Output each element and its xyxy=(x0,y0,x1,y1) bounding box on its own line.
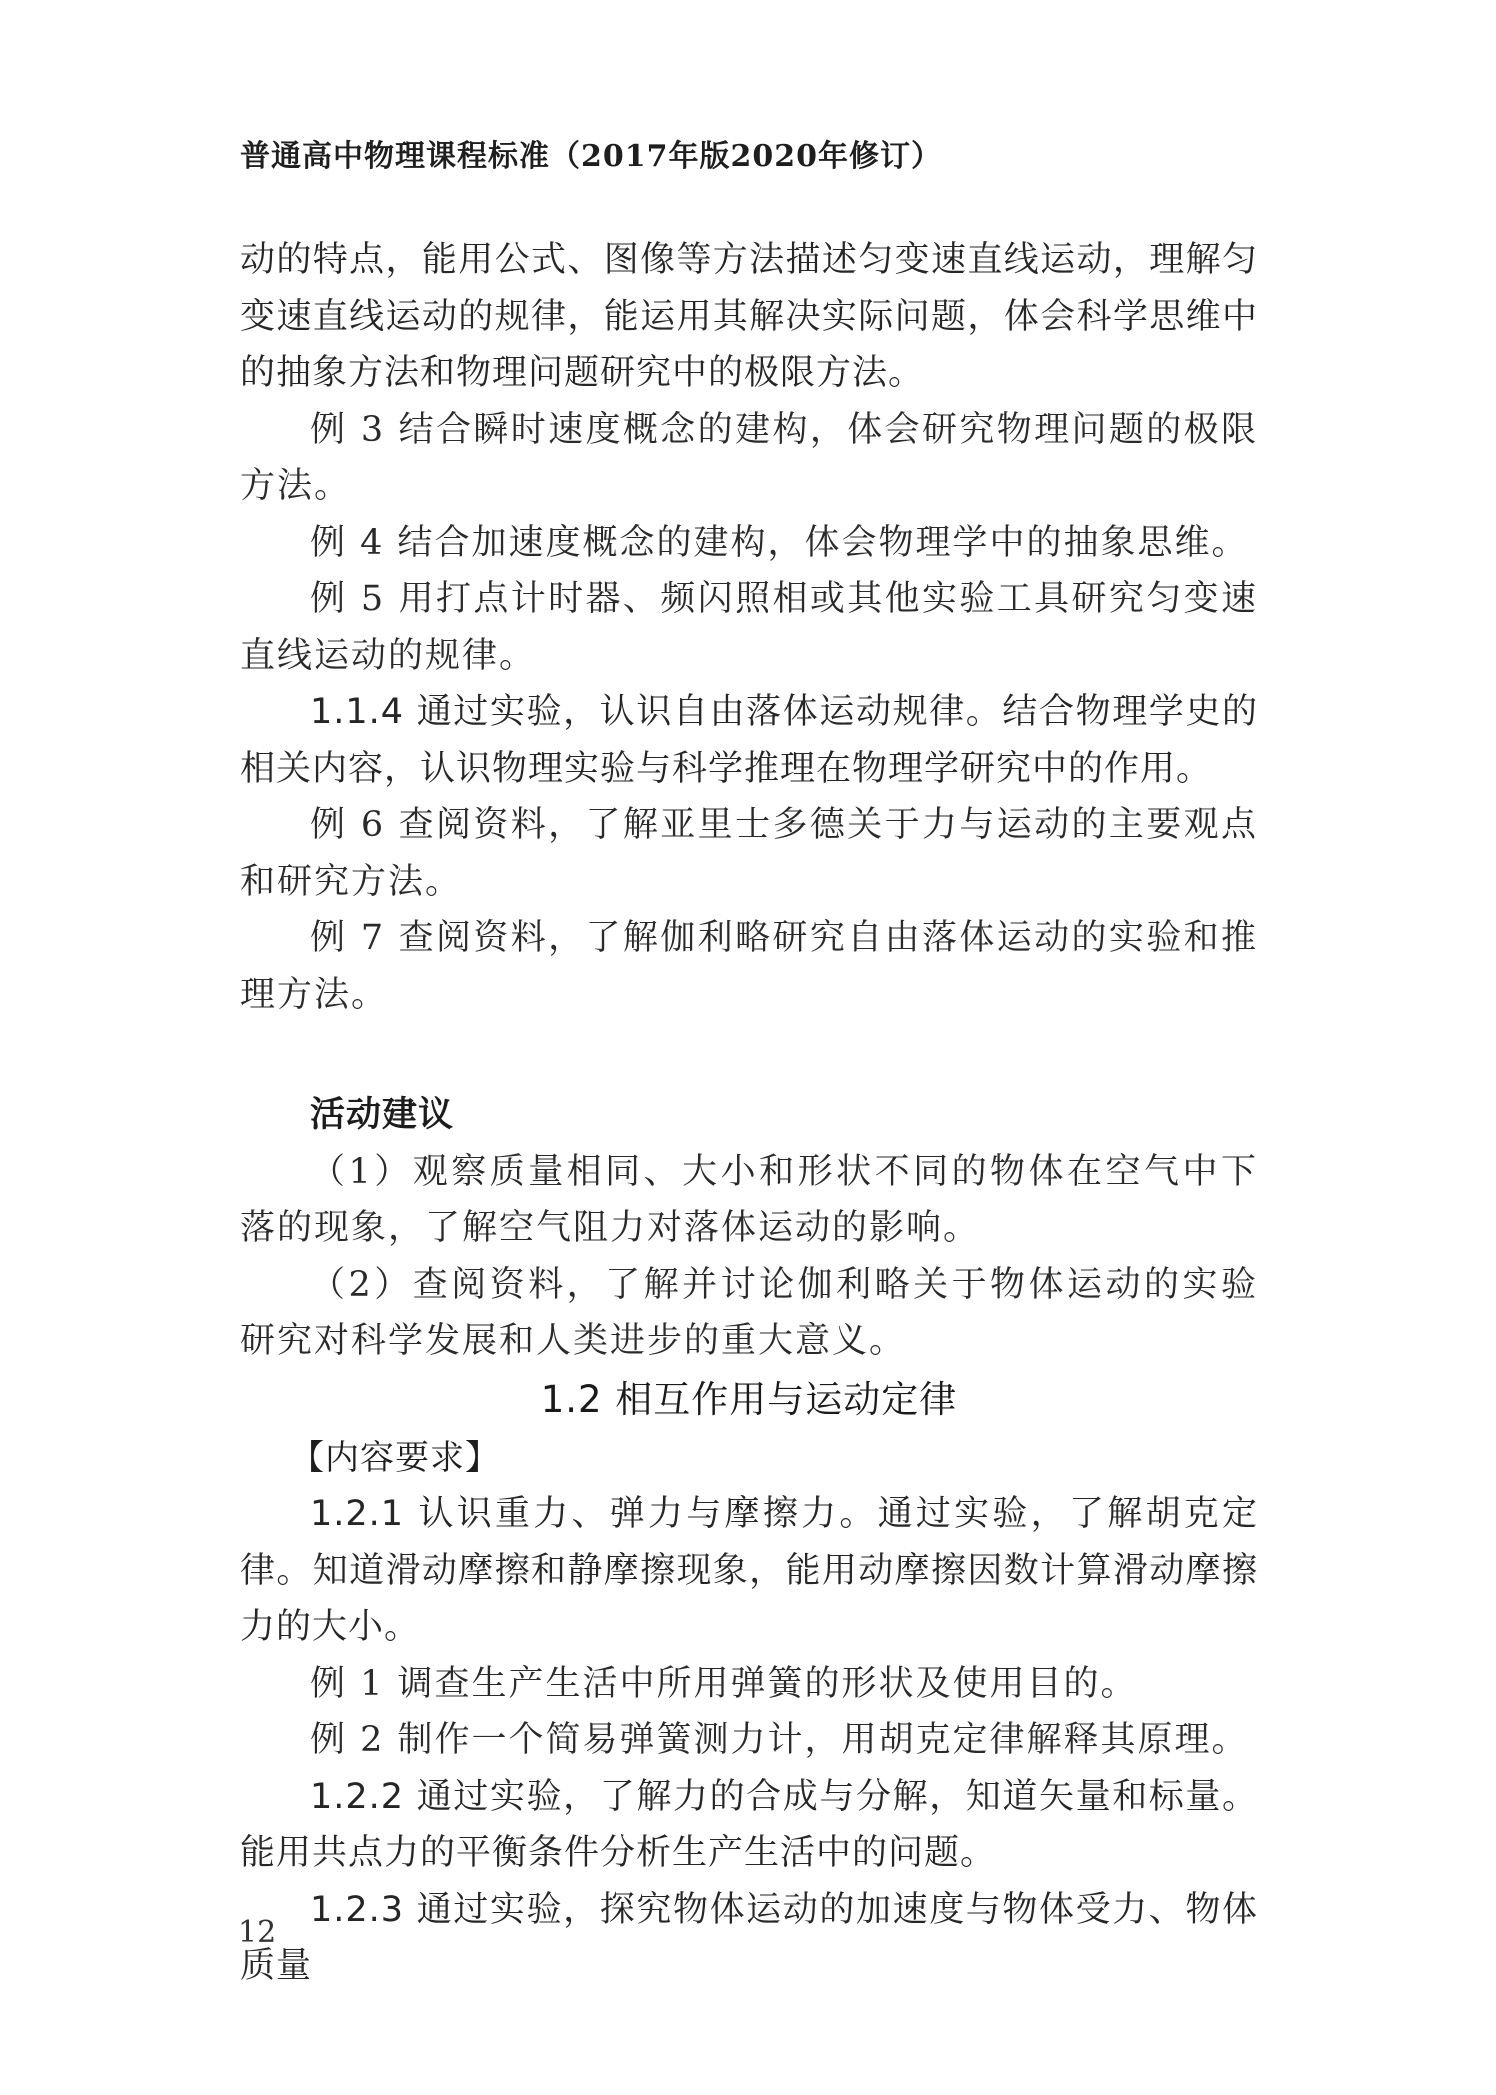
example-2: 例 2 制作一个简易弹簧测力计，用胡克定律解释其原理。 xyxy=(310,1720,1249,1760)
content-requirements-label: 【内容要求】 xyxy=(290,1437,500,1478)
requirement-1-2-2: 1.2.2 通过实验，了解力的合成与分解，知道矢量和标量。能用共点力的平衡条件分析生产生活中的问题。 xyxy=(240,1776,1258,1873)
activity-heading: 活动建议 xyxy=(310,1095,455,1135)
requirement-1-2-3: 1.2.3 通过实验，探究物体运动的加速度与物体受力、物体质量 xyxy=(240,1889,1258,1986)
requirement-1-1-4: 1.1.4 通过实验，认识自由落体运动规律。结合物理学史的相关内容，认识物理实验与科学推理在物理学研究中的作用。 xyxy=(240,692,1258,789)
page-body xyxy=(240,232,1258,1995)
requirement-1-2-1: 1.2.1 认识重力、弹力与摩擦力。通过实验，了解胡克定律。知道滑动摩擦和静摩擦现象，能用动摩擦因数计算滑动摩擦力的大小。 xyxy=(240,1494,1258,1647)
section-title: 1.2 相互作用与运动定律 xyxy=(540,1377,958,1421)
example-6: 例 6 查阅资料，了解亚里士多德关于力与运动的主要观点和研究方法。 xyxy=(240,805,1258,902)
example-1: 例 1 调查生产生活中所用弹簧的形状及使用目的。 xyxy=(310,1663,1138,1704)
example-4: 例 4 结合加速度概念的建构，体会物理学中的抽象思维。 xyxy=(310,522,1249,563)
example-5: 例 5 用打点计时器、频闪照相或其他实验工具研究匀变速直线运动的规律。 xyxy=(240,579,1258,676)
paragraph-continued: 动的特点，能用公式、图像等方法描述匀变速直线运动，理解匀变速直线运动的规律，能运用其解决实际问题，体会科学思维中的抽象方法和物理问题研究中的极限方法。 xyxy=(240,240,1258,393)
page-number: 12 xyxy=(238,1915,277,1950)
activity-1: （1）观察质量相同、大小和形状不同的物体在空气中下落的现象，了解空气阻力对落体运动的影响。 xyxy=(240,1151,1258,1248)
running-header: 普通高中物理课程标准（2017年版2020年修订） xyxy=(240,139,942,174)
spacer xyxy=(240,1023,1258,1087)
activity-2: （2）查阅资料，了解并讨论伽利略关于物体运动的实验研究对科学发展和人类进步的重大意义。 xyxy=(240,1264,1258,1361)
example-3: 例 3 结合瞬时速度概念的建构，体会研究物理问题的极限方法。 xyxy=(240,409,1258,506)
example-7: 例 7 查阅资料，了解伽利略研究自由落体运动的实验和推理方法。 xyxy=(240,918,1258,1015)
